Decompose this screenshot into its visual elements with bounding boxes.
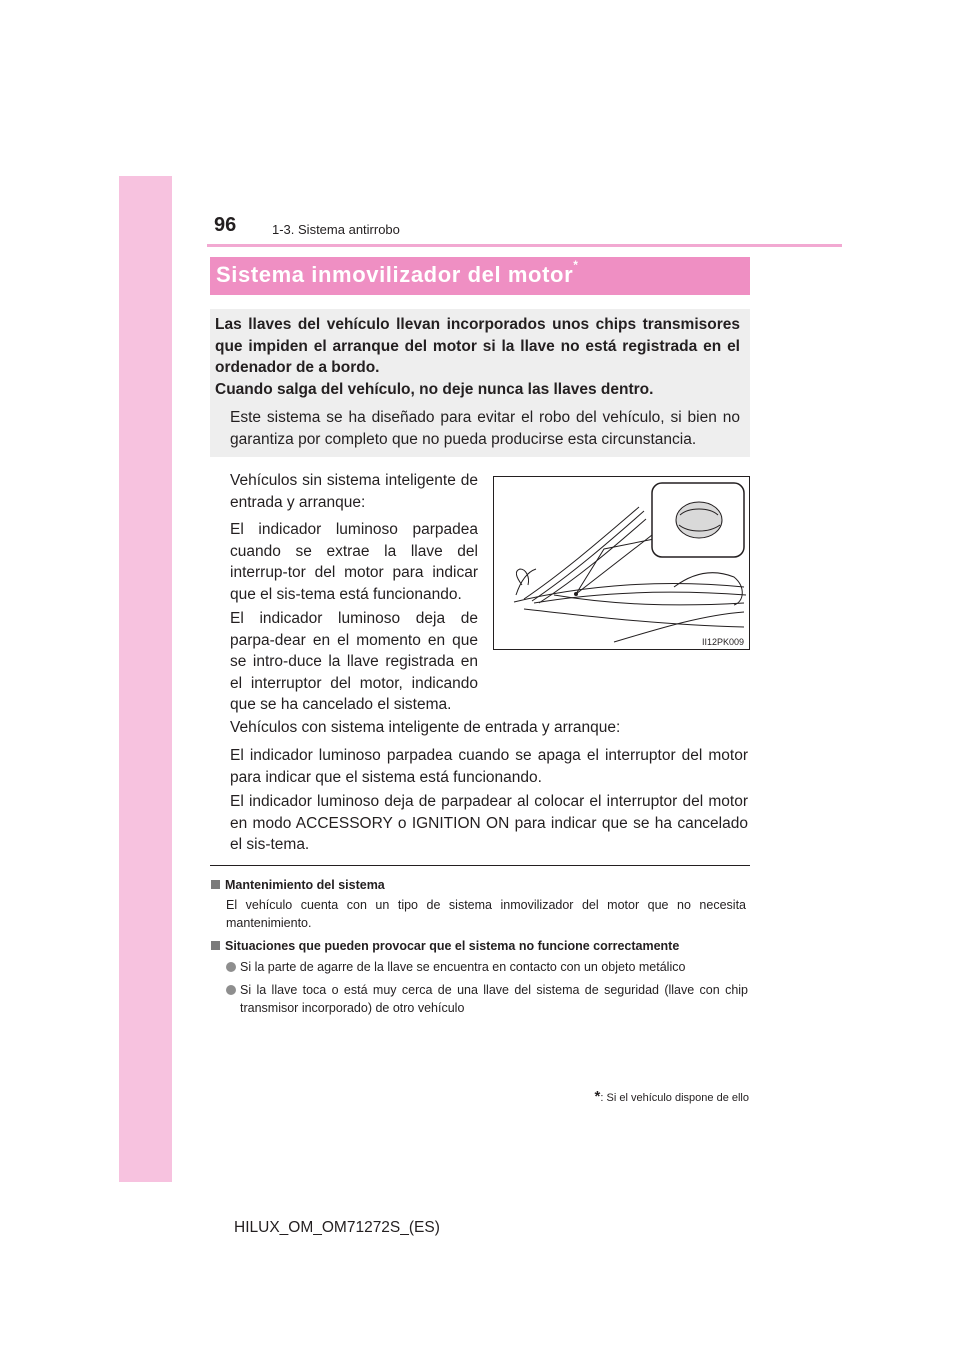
windshield-drawing [494,477,749,649]
square-bullet-icon [211,880,220,889]
round-bullet-icon [226,962,236,972]
body-paragraph-2: El indicador luminoso parpadea cuando se extrae la llave del interrup-tor del motor para indicar que el sis-tema está funcionando. [230,521,478,603]
note-text-maintenance: El vehículo cuenta con un tipo de sistema inmovilizador del motor que no necesita mantenimiento. [226,898,746,930]
note-heading-situations: Situaciones que pueden provocar que el sistema no funcione correctamente [211,937,751,955]
figure-code: II12PK009 [701,637,744,647]
page-number: 96 [214,214,237,236]
square-bullet-icon [211,941,220,950]
page-title: Sistema inmovilizador del motor* [216,258,579,287]
body-paragraph-5: El indicador luminoso parpadea cuando se apaga el interruptor del motor para indicar que el sistema está funcionando. [230,747,748,786]
body-paragraph-3: El indicador luminoso deja de parpa-dear en el momento en que se intro-duce la llave registrada en el interruptor del motor, indicando que se ha cancelado el sistema. [230,610,478,713]
body-paragraph-1: Vehículos sin sistema inteligente de entrada y arranque: [230,472,478,511]
intro-box [210,309,750,457]
intro-paragraph-3: Este sistema se ha diseñado para evitar el robo del vehículo, si bien no garantiza por completo que no pueda producirse esta circunstancia. [230,409,740,448]
note-bullet-2: Si la llave toca o está muy cerca de una llave del sistema de seguridad (llave con chip transmisor incorporado) de otro vehículo [240,983,748,1015]
note-bullet-1: Si la parte de agarre de la llave se encuentra en contacto con un objeto metálico [240,960,686,974]
dashboard-illustration [493,476,750,650]
body-paragraph-6: El indicador luminoso deja de parpadear al colocar el interruptor del motor en modo ACCESSORY o IGNITION ON para indicar que se ha cancelado el sis-tema. [230,793,748,853]
footnote: *: Si el vehículo dispone de ello [594,1088,749,1105]
note-heading-maintenance: Mantenimiento del sistema [211,876,751,894]
section-title: 1-3. Sistema antirrobo [272,222,400,237]
body-paragraph-4: Vehículos con sistema inteligente de entrada y arranque: [230,719,621,736]
document-id: HILUX_OM_OM71272S_(ES) [234,1219,440,1236]
round-bullet-icon [226,985,236,995]
footnote-asterisk: * [594,1088,601,1105]
header-rule [207,244,842,247]
intro-paragraph-1: Las llaves del vehículo llevan incorporados unos chips transmisores que impiden el arranque del motor si la llave no está registrada en el ordenador de a bordo. [215,316,740,376]
title-asterisk: * [573,258,579,272]
intro-paragraph-2: Cuando salga del vehículo, no deje nunca las llaves dentro. [215,381,654,398]
sidebar-tab [119,176,172,1182]
notes-divider [210,865,750,866]
